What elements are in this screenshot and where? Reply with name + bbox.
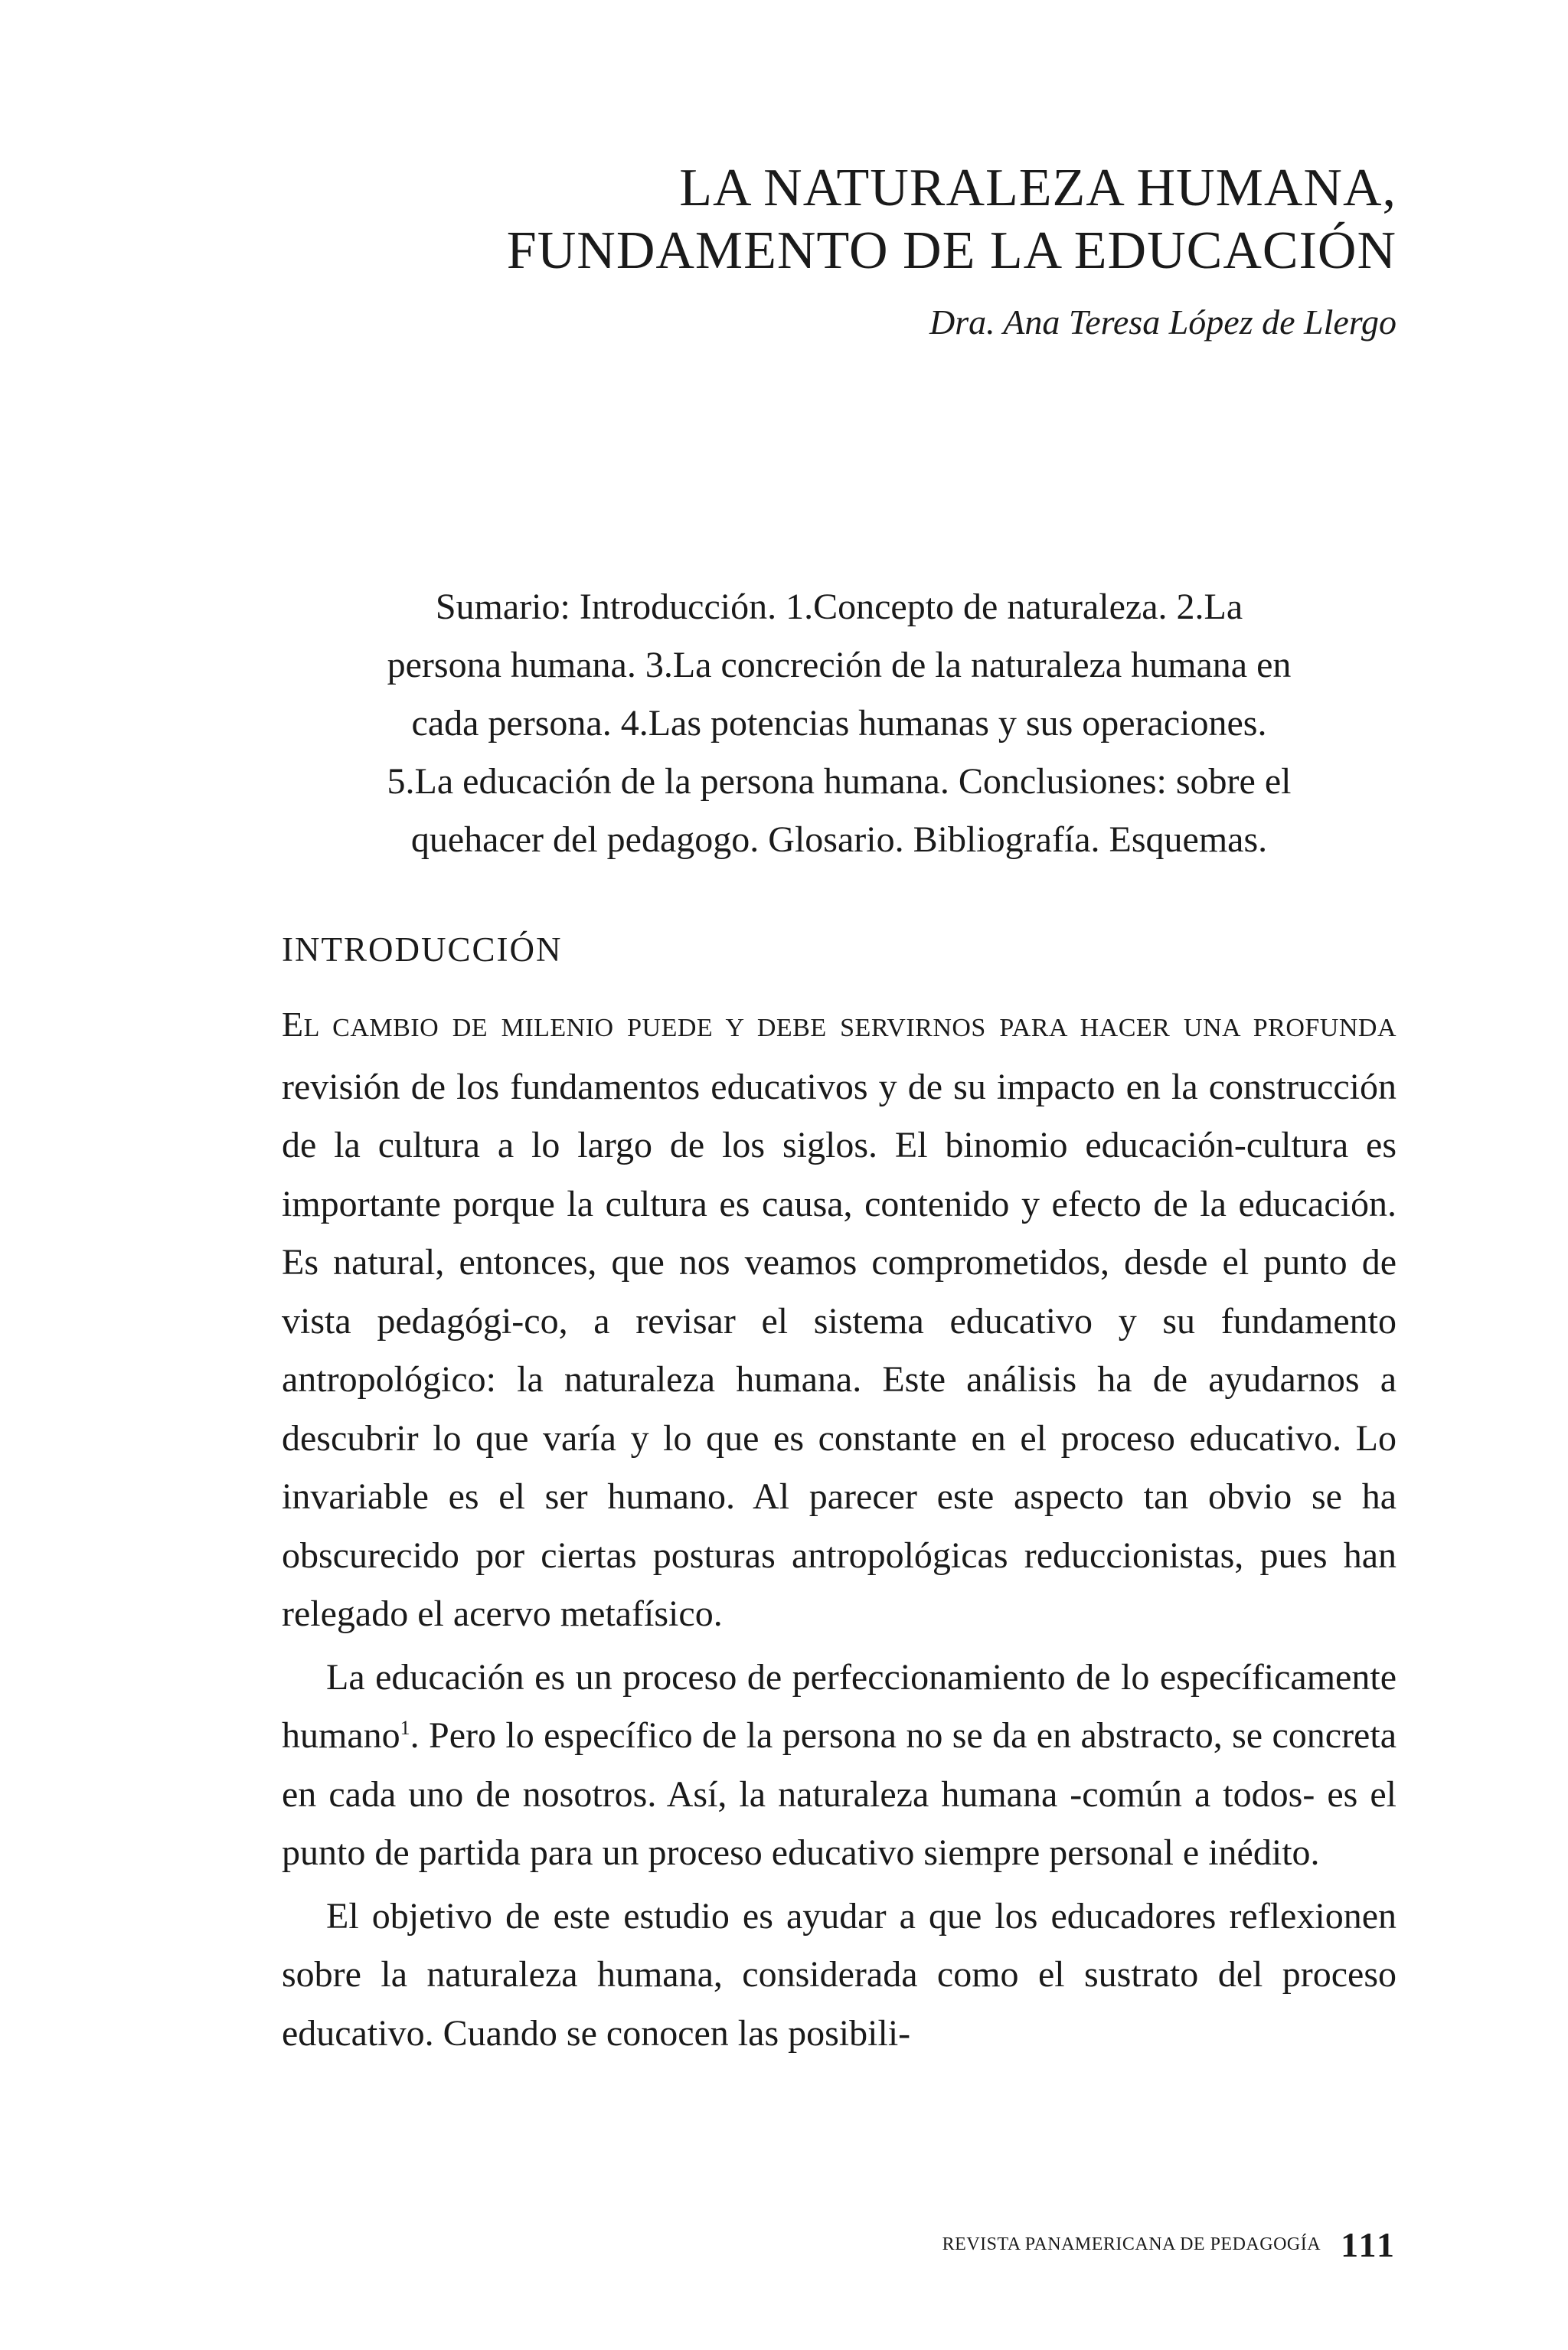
- article-title-line-2: FUNDAMENTO DE LA EDUCACIÓN: [506, 221, 1396, 280]
- body-text: [282, 995, 1396, 2063]
- paragraph-2: [282, 1649, 1396, 1883]
- title-block: [507, 157, 1396, 345]
- paragraph-1-text: revisión de los fundamentos educativos y de su impacto en la construcción de la cultura a lo largo de los siglos. El binomio educación-cultura es importante porque la cultura es causa, contenido y efecto de la educación. Es natural, entonces, que nos veamos comprometidos, desde el punto de vista pedagógi-co, a revisar el sistema educativo y su fundamento antropológico: la naturaleza humana. Este análisis ha de ayudarnos a descubrir lo que varía y lo que es constante en el proceso educativo. Lo invariable es el ser humano. Al parecer este aspecto tan obvio se ha obscurecido por ciertas posturas antropológicas reduccionistas, pues han relegado el acervo metafísico.: [282, 1066, 1396, 1634]
- summary-line: quehacer del pedagogo. Glosario. Bibliografía. Esquemas.: [410, 819, 1268, 860]
- footnote-marker: 1: [400, 1717, 410, 1739]
- article-title-line-1: LA NATURALEZA HUMANA,: [679, 159, 1396, 217]
- summary-line: cada persona. 4.Las potencias humanas y sus operaciones.: [411, 703, 1267, 744]
- paragraph-2-text-start: La educación es un proceso de perfeccionamiento de lo específicamente humano: [282, 1656, 1396, 1756]
- paragraph-2-text-end: . Pero lo específico de la persona no se da en abstracto, se concreta en cada uno de nosotros. Así, la naturaleza humana -común a todos- es el punto de partida para un proceso educativo siempre personal e inédito.: [282, 1715, 1396, 1873]
- summary-line: Sumario: Introducción. 1.Concepto de naturaleza. 2.La: [435, 587, 1243, 627]
- author-name: Dra. Ana Teresa López de Llergo: [929, 302, 1396, 342]
- opening-caps-text: L CAMBIO DE MILENIO PUEDE Y DEBE SERVIRNOS PARA HACER UNA PROFUNDA: [303, 1014, 1396, 1042]
- section-heading-introduction: INTRODUCCIÓN: [282, 930, 563, 969]
- summary-line: persona humana. 3.La concreción de la naturaleza humana en: [387, 645, 1292, 685]
- paragraph-3: El objetivo de este estudio es ayudar a que los educadores reflexionen sobre la naturaleza humana, considerada como el sustrato del proceso educativo. Cuando se conocen las posibili-: [282, 1895, 1396, 2054]
- paragraph-opening-small-caps: [282, 1005, 1396, 1044]
- page-number: 111: [1341, 2225, 1396, 2264]
- summary-line: 5.La educación de la persona humana. Conclusiones: sobre el: [387, 761, 1292, 802]
- summary: [282, 578, 1396, 869]
- journal-name: REVISTA PANAMERICANA DE PEDAGOGÍA: [942, 2234, 1321, 2254]
- page-footer: [942, 2224, 1396, 2265]
- drop-initial: E: [282, 1005, 304, 1044]
- paragraph-1: [282, 995, 1396, 1644]
